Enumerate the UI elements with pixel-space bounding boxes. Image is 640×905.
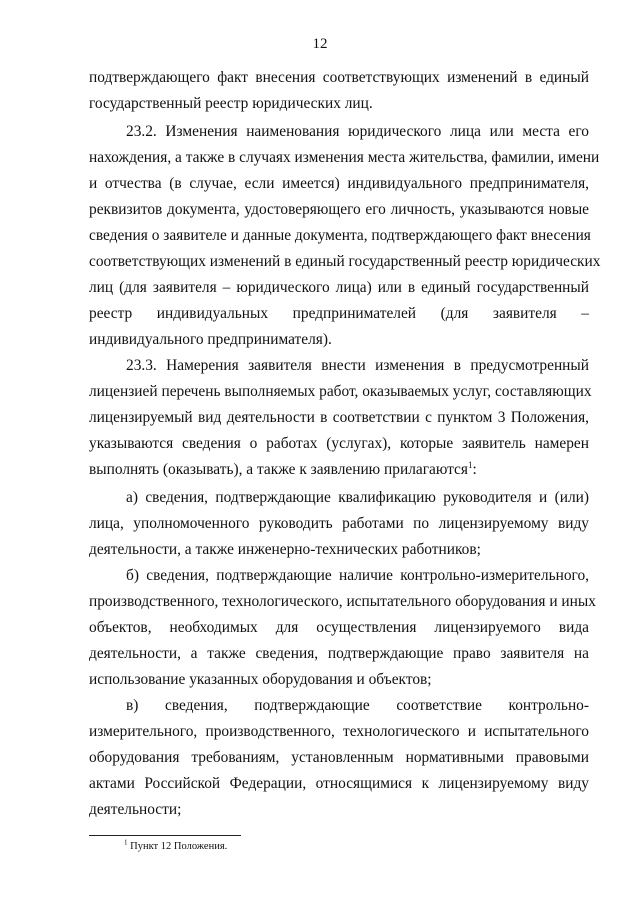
text-line: государственный реестр юридических лиц.	[89, 95, 373, 112]
text-line: лица, уполномоченного руководить работами по лицензируемому виду	[89, 515, 589, 532]
text-line: выполнять (оказывать), а также к заявлению прилагаются	[89, 461, 468, 478]
page-number: 12	[312, 36, 328, 52]
text-line: лиц (для заявителя – юридического лица) или в единый государственный	[89, 279, 589, 296]
line-punctuation: :	[472, 461, 477, 478]
text-line: и отчества (в случае, если имеется) индивидуального предпринимателя,	[89, 175, 589, 192]
text-line: соответствующих изменений в единый государственный реестр юридических	[89, 253, 601, 270]
paragraph-23-3-start: 23.3. Намерения заявителя внести изменения в предусмотренный	[126, 357, 589, 374]
text-line: подтверждающего факт внесения соответствующих изменений в единый	[89, 69, 589, 86]
footnote-text: Пункт 12 Положения.	[130, 841, 228, 852]
paragraph-23-2-start: 23.2. Изменения наименования юридического лица или места его	[126, 123, 589, 140]
text-line: производственного, технологического, испытательного оборудования и иных	[89, 593, 596, 610]
text-line: деятельности, а также инженерно-технических работников;	[89, 541, 481, 558]
text-line: реквизитов документа, удостоверяющего его личность, указываются новые	[89, 201, 589, 218]
text-line: актами Российской Федерации, относящимися к лицензируемому виду	[89, 775, 589, 792]
text-line: деятельности;	[89, 801, 182, 818]
list-item-v: в) сведения, подтверждающие соответствие контрольно-	[126, 697, 589, 714]
footnote-reference: 1	[467, 459, 473, 470]
text-line: лицензией перечень выполняемых работ, оказываемых услуг, составляющих	[89, 383, 592, 400]
footnote-marker: 1	[124, 838, 128, 847]
text-line: сведения о заявителе и данные документа, подтверждающего факт внесения	[89, 227, 591, 244]
footnote	[124, 840, 227, 854]
text-line: деятельности, а также сведения, подтверждающие право заявителя на	[89, 645, 589, 662]
text-line: лицензируемый вид деятельности в соответствии с пунктом 3 Положения,	[89, 409, 589, 426]
list-item-a: а) сведения, подтверждающие квалификацию руководителя и (или)	[126, 489, 589, 506]
list-item-b: б) сведения, подтверждающие наличие контрольно-измерительного,	[126, 567, 589, 584]
text-line: оборудования требованиям, установленным нормативными правовыми	[89, 749, 589, 766]
text-line: объектов, необходимых для осуществления лицензируемого вида	[89, 619, 589, 636]
text-line: использование указанных оборудования и объектов;	[89, 671, 432, 688]
text-line: нахождения, а также в случаях изменения места жительства, фамилии, имени	[89, 149, 600, 166]
text-line-with-footnote-ref	[89, 460, 589, 480]
footnote-divider	[89, 835, 241, 836]
text-line: индивидуального предпринимателя).	[89, 331, 332, 348]
text-line: реестр индивидуальных предпринимателей (для заявителя –	[89, 305, 589, 322]
text-line: измерительного, производственного, технологического и испытательного	[89, 723, 589, 740]
text-line: указываются сведения о работах (услугах), которые заявитель намерен	[89, 435, 589, 452]
